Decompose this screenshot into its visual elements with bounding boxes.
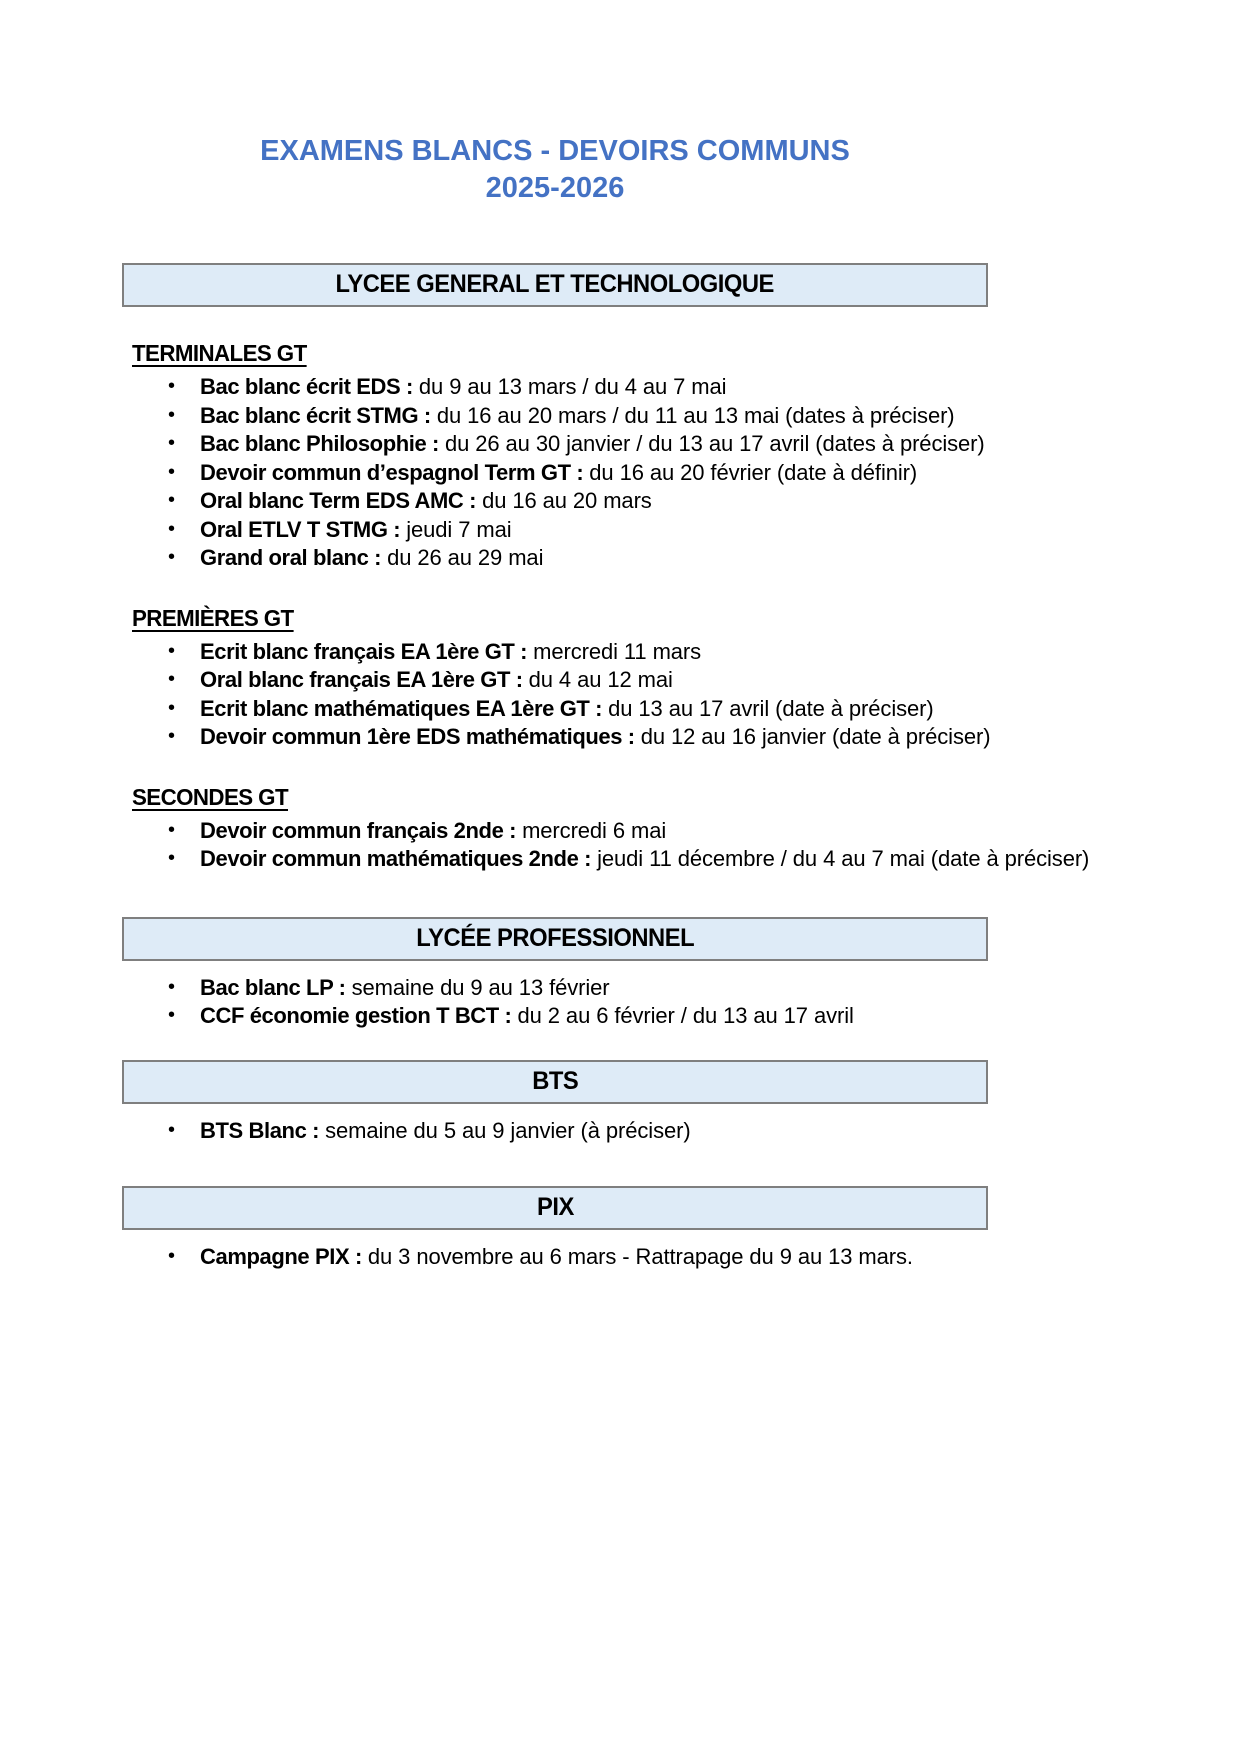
item-label: Oral blanc Term EDS AMC : (200, 488, 477, 513)
item-text: du 26 au 29 mai (381, 545, 544, 570)
section-header-bts-label: BTS (531, 1066, 579, 1095)
list-item (122, 373, 1092, 401)
item-text: du 16 au 20 mars (476, 488, 652, 513)
item-label: Campagne PIX : (200, 1244, 362, 1269)
list-item (122, 516, 1092, 544)
subsection-heading-secondes: SECONDES GT (132, 783, 289, 810)
list-item (122, 845, 1092, 873)
pix-list (122, 1243, 1241, 1271)
terminales-list (122, 373, 1241, 572)
item-label: Bac blanc écrit STMG : (200, 402, 431, 428)
item-label: Bac blanc LP : (200, 974, 346, 1000)
item-text: du 2 au 6 février / du 13 au 17 avril (511, 1003, 854, 1028)
item-text: semaine du 9 au 13 février (345, 974, 610, 1000)
item-label: Bac blanc Philosophie : (200, 431, 439, 456)
item-text: jeudi 7 mai (400, 516, 512, 542)
section-header-bts (122, 1060, 988, 1104)
section-header-pix (122, 1186, 988, 1230)
item-text: du 26 au 30 janvier / du 13 au 17 avril (dates à préciser) (438, 431, 985, 456)
list-item (122, 666, 1092, 694)
list-item (122, 487, 1092, 515)
list-item (122, 817, 1092, 845)
item-text: jeudi 11 décembre / du 4 au 7 mai (date à préciser) (591, 846, 1090, 871)
item-label: Oral ETLV T STMG : (200, 516, 401, 542)
item-label: Ecrit blanc français EA 1ère GT : (200, 638, 528, 664)
item-text: mercredi 6 mai (516, 817, 667, 843)
section-header-lycee-gt-label: LYCEE GENERAL ET TECHNOLOGIQUE (335, 270, 775, 298)
section-header-lycee-pro (122, 917, 988, 961)
item-text: mercredi 11 mars (527, 638, 702, 664)
item-text: du 4 au 12 mai (522, 667, 673, 692)
list-item (122, 430, 1092, 458)
item-label: Grand oral blanc : (200, 545, 382, 570)
subsection-heading-premieres: PREMIÈRES GT (132, 604, 294, 631)
lycee-pro-list (122, 974, 1241, 1030)
document-title (122, 133, 988, 207)
item-label: BTS Blanc : (200, 1117, 320, 1143)
subsection-secondes-gt (122, 784, 1241, 873)
item-text: du 13 au 17 avril (date à préciser) (602, 695, 934, 721)
item-text: du 9 au 13 mars / du 4 au 7 mai (412, 374, 727, 399)
list-item (122, 402, 1092, 430)
item-text: du 16 au 20 mars / du 11 au 13 mai (dates à préciser) (430, 402, 955, 428)
item-text: du 12 au 16 janvier (date à préciser) (634, 724, 991, 749)
item-text: semaine du 5 au 9 janvier (à préciser) (319, 1117, 691, 1143)
item-label: Devoir commun d’espagnol Term GT : (200, 459, 584, 485)
item-label: Bac blanc écrit EDS : (200, 374, 413, 399)
item-label: CCF économie gestion T BCT : (200, 1003, 512, 1028)
item-label: Devoir commun mathématiques 2nde : (200, 846, 592, 871)
list-item (122, 459, 1092, 487)
list-item (122, 638, 1092, 666)
section-header-lycee-gt (122, 263, 988, 307)
section-header-lycee-pro-label: LYCÉE PROFESSIONNEL (416, 923, 694, 952)
document-title-line2: 2025-2026 (485, 172, 625, 204)
secondes-list (122, 817, 1241, 873)
list-item (122, 974, 1092, 1002)
subsection-terminales-gt (122, 340, 1241, 572)
item-label: Oral blanc français EA 1ère GT : (200, 667, 523, 692)
item-label: Devoir commun français 2nde : (200, 817, 517, 843)
item-text: du 3 novembre au 6 mars - Rattrapage du 9 au 13 mars. (361, 1244, 913, 1269)
subsection-premieres-gt (122, 605, 1241, 751)
document-title-line1: EXAMENS BLANCS - DEVOIRS COMMUNS (260, 135, 850, 167)
list-item (122, 1002, 1092, 1030)
list-item (122, 1117, 1092, 1145)
bts-list (122, 1117, 1241, 1145)
list-item (122, 723, 1092, 751)
premieres-list (122, 638, 1241, 751)
list-item (122, 1243, 1092, 1271)
list-item (122, 695, 1092, 723)
list-item (122, 544, 1092, 572)
item-label: Ecrit blanc mathématiques EA 1ère GT : (200, 695, 603, 721)
section-header-pix-label: PIX (536, 1193, 574, 1221)
subsection-heading-terminales: TERMINALES GT (132, 340, 307, 366)
item-text: du 16 au 20 février (date à définir) (583, 459, 918, 485)
item-label: Devoir commun 1ère EDS mathématiques : (200, 724, 635, 749)
